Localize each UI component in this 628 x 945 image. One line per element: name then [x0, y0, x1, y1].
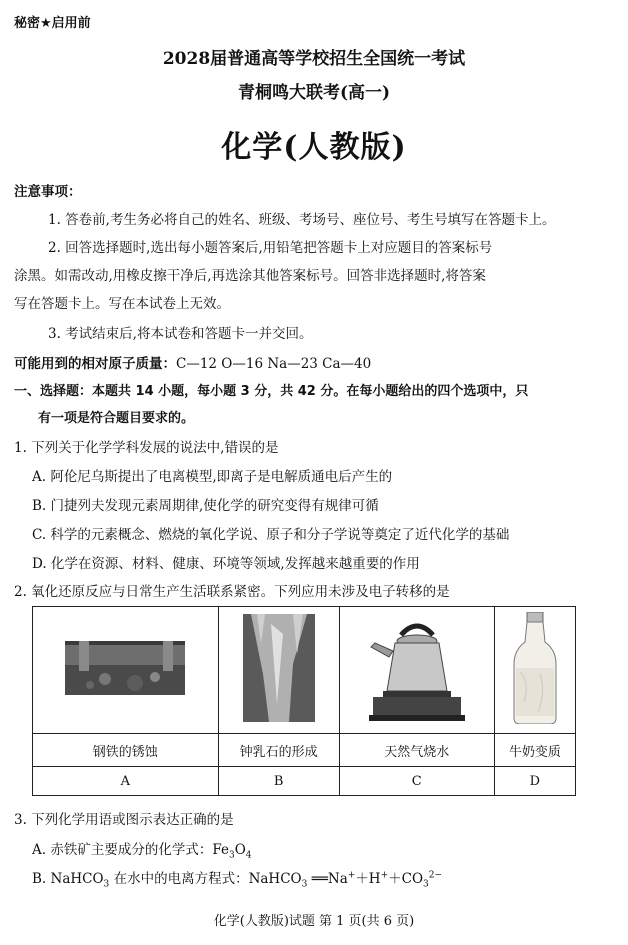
- q2-options-table: [32, 606, 576, 796]
- q3-option-a: [32, 838, 252, 861]
- notice-item-1: 1. 答卷前,考生务必将自己的姓名、班级、考场号、座位号、考生号填写在答题卡上。: [48, 212, 556, 228]
- q3-option-b-sub-1: 3: [103, 879, 110, 890]
- q3-option-b-eq: ══Na: [307, 871, 348, 887]
- q3-option-b-text: 在水中的电离方程式：NaHCO: [109, 871, 302, 887]
- subject-title: 化学(人教版): [221, 130, 407, 165]
- q2-image-cell-b: [218, 607, 339, 734]
- q3-option-b-na-charge: +: [347, 870, 356, 881]
- q2-stem: 2. 氧化还原反应与日常生产生活联系紧密。下列应用未涉及电子转移的是: [14, 584, 450, 600]
- q3-stem: 3. 下列化学用语或图示表达正确的是: [14, 812, 234, 828]
- q3-option-a-text: A. 赤铁矿主要成分的化学式：: [32, 842, 213, 858]
- notice-heading: 注意事项：: [14, 184, 82, 200]
- q2-image-cell-a: [33, 607, 219, 734]
- page-footer: 化学(人教版)试题 第 1 页(共 6 页): [213, 914, 415, 929]
- rusted-steel-image: [65, 641, 185, 695]
- exam-series: 青桐鸣大联考(高一): [237, 83, 391, 103]
- q2-caption-a: 钢铁的锈蚀: [33, 734, 219, 767]
- q1-stem: 1. 下列关于化学学科发展的说法中,错误的是: [14, 440, 279, 456]
- kettle-on-gas-stove-image: [367, 613, 467, 723]
- q2-caption-d: 牛奶变质: [494, 734, 575, 767]
- notice-item-2-line-1: 2. 回答选择题时,选出每小题答案后,用铅笔把答题卡上对应题目的答案标号: [48, 240, 493, 256]
- section-1-heading-line-2: 有一项是符合题目要求的。: [38, 411, 195, 426]
- q2-image-cell-d: [494, 607, 575, 734]
- q3-option-a-sub-3: 3: [228, 850, 235, 861]
- q3-option-b-h-charge: +: [380, 870, 389, 881]
- q1-option-b: B. 门捷列夫发现元素周期律,使化学的研究变得有规律可循: [32, 498, 379, 514]
- confidential-mark: 秘密★启用前: [14, 16, 91, 31]
- q3-option-b-prefix: B. NaHCO: [32, 871, 104, 887]
- milk-bottle-image: [510, 612, 560, 724]
- q3-option-b-co: ＋CO: [388, 871, 424, 887]
- q2-letter-c: C: [339, 767, 494, 796]
- q2-image-cell-c: [339, 607, 494, 734]
- q3-option-a-formula-fe: Fe: [212, 842, 229, 858]
- q3-option-b: [32, 867, 443, 890]
- notice-item-2-line-2: 涂黑。如需改动,用橡皮擦干净后,再选涂其他答案标号。回答非选择题时,将答案: [14, 268, 486, 284]
- q3-option-b-co-charge: 2−: [428, 870, 443, 881]
- q3-option-b-sub-2: 3: [301, 879, 308, 890]
- q2-letter-b: B: [218, 767, 339, 796]
- q3-option-a-sub-4: 4: [245, 850, 252, 861]
- notice-item-3: 3. 考试结束后,将本试卷和答题卡一并交回。: [48, 326, 313, 342]
- q1-option-c: C. 科学的元素概念、燃烧的氧化学说、原子和分子学说等奠定了近代化学的基础: [32, 527, 510, 543]
- atomic-masses-values: C—12 O—16 Na—23 Ca—40: [176, 356, 372, 372]
- q3-option-a-formula-o: O: [234, 842, 246, 858]
- section-1-heading-line-1: 一、选择题：本题共 14 小题，每小题 3 分，共 42 分。在每小题给出的四个选项中，只: [14, 384, 529, 399]
- q2-caption-b: 钟乳石的形成: [218, 734, 339, 767]
- q1-option-d: D. 化学在资源、材料、健康、环境等领域,发挥越来越重要的作用: [32, 556, 420, 572]
- q3-option-b-h: ＋H: [355, 871, 381, 887]
- atomic-masses-label: 可能用到的相对原子质量：: [14, 356, 176, 372]
- q1-option-a: A. 阿伦尼乌斯提出了电离模型,即离子是电解质通电后产生的: [32, 469, 393, 485]
- atomic-masses: [14, 352, 371, 372]
- q3-option-b-co-sub: 3: [423, 879, 429, 890]
- q2-caption-c: 天然气烧水: [339, 734, 494, 767]
- q2-letter-a: A: [33, 767, 219, 796]
- notice-item-2-line-3: 写在答题卡上。写在本试卷上无效。: [14, 296, 230, 312]
- stalactite-image: [243, 614, 315, 722]
- exam-title: 2028届普通高等学校招生全国统一考试: [162, 49, 466, 69]
- q2-letter-d: D: [494, 767, 575, 796]
